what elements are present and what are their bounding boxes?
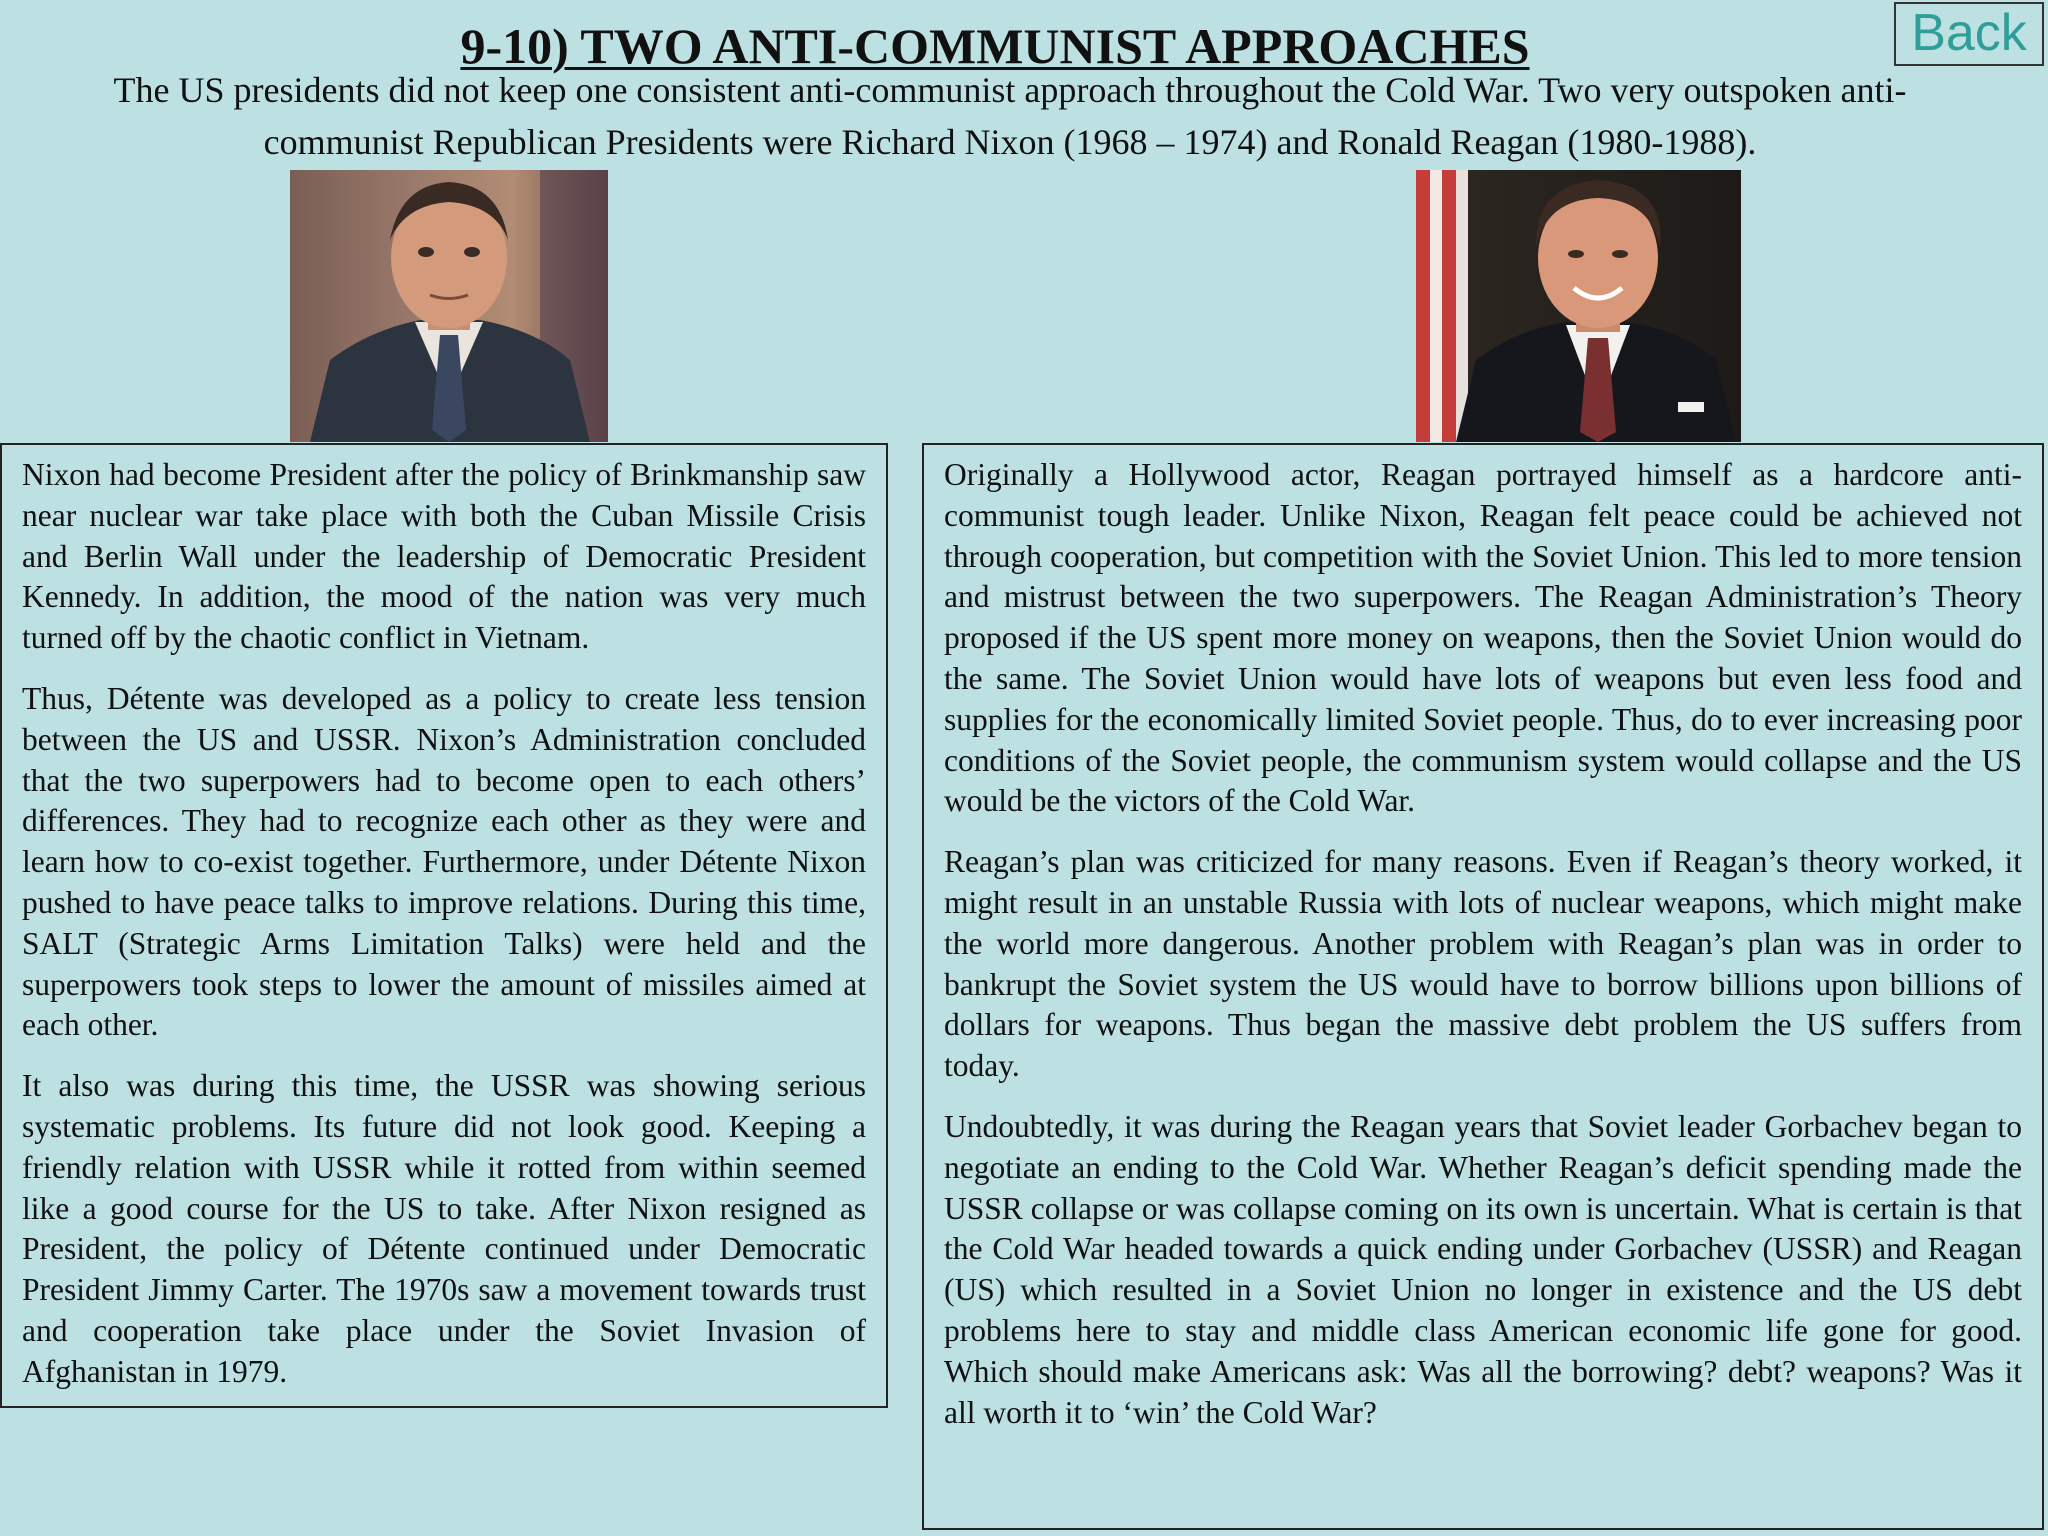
nixon-portrait-photo bbox=[290, 170, 608, 442]
reagan-portrait-photo bbox=[1416, 170, 1741, 442]
intro-text: The US presidents did not keep one consistent anti-communist approach throughout the Cold War. Two very outspoken anti-communist Republican Presidents were Richard Nixon (1968 – 1974) and Ronald Reagan (1980-1988). bbox=[113, 70, 1907, 162]
reagan-paragraph: Originally a Hollywood actor, Reagan portrayed himself as a hardcore anti-communist tough leader. Unlike Nixon, Reagan felt peace could be achieved not through cooperation, but competition with the Soviet Union. This led to more tension and mistrust between the two superpowers. The Reagan Administration’s Theory proposed if the US spent more money on weapons, then the Soviet Union would do the same. The Soviet Union would have lots of weapons but even less food and supplies for the economically limited Soviet people. Thus, do to ever increasing poor conditions of the Soviet people, the communism system would collapse and the US would be the victors of the Cold War. bbox=[944, 457, 2022, 819]
page-title: 9-10) TWO ANTI-COMMUNIST APPROACHES bbox=[460, 18, 1530, 74]
nixon-paragraph: Nixon had become President after the policy of Brinkmanship saw near nuclear war take place with both the Cuban Missile Crisis and Berlin Wall under the leadership of Democratic President Kennedy. In addition, the mood of the nation was very much turned off by the chaotic conflict in Vietnam. bbox=[22, 457, 866, 656]
reagan-text-box bbox=[922, 443, 2044, 1530]
reagan-paragraph: Reagan’s plan was criticized for many reasons. Even if Reagan’s theory worked, it might result in an unstable Russia with lots of nuclear weapons, which might make the world more dangerous. Another problem with Reagan’s plan was in order to bankrupt the Soviet system the US would have to borrow billions upon billions of dollars for weapons. Thus began the massive debt problem the US suffers from today. bbox=[944, 844, 2022, 1084]
reagan-figure-icon bbox=[1416, 170, 1741, 442]
back-button[interactable]: Back bbox=[1894, 2, 2044, 66]
nixon-paragraph: Thus, Détente was developed as a policy to create less tension between the US and USSR. Nixon’s Administration concluded that the two superpowers had to become open to each others’ differences. They had to recognize each other as they were and learn how to co-exist together. Furthermore, under Détente Nixon pushed to have peace talks to improve relations. During this time, SALT (Strategic Arms Limitation Talks) were held and the superpowers took steps to lower the amount of missiles aimed at each other. bbox=[22, 680, 866, 1043]
nixon-figure-icon bbox=[290, 170, 608, 442]
reagan-paragraph: Undoubtedly, it was during the Reagan years that Soviet leader Gorbachev began to negotiate an ending to the Cold War. Whether Reagan’s deficit spending made the USSR collapse or was collapse coming on its own is uncertain. What is certain is that the Cold War headed towards a quick ending under Gorbachev (USSR) and Reagan (US) which resulted in a Soviet Union no longer in existence and the US debt problems here to stay and middle class American economic life gone for good. Which should make Americans ask: Was all the borrowing? debt? weapons? Was it all worth it to ‘win’ the Cold War? bbox=[944, 1108, 2022, 1430]
nixon-paragraph: It also was during this time, the USSR was showing serious systematic problems. Its future did not look good. Keeping a friendly relation with USSR while it rotted from within seemed like a good course for the US to take. After Nixon resigned as President, the policy of Détente continued under Democratic President Jimmy Carter. The 1970s saw a movement towards trust and cooperation take place under the Soviet Invasion of Afghanistan in 1979. bbox=[22, 1068, 866, 1389]
nixon-text-box bbox=[0, 443, 888, 1408]
